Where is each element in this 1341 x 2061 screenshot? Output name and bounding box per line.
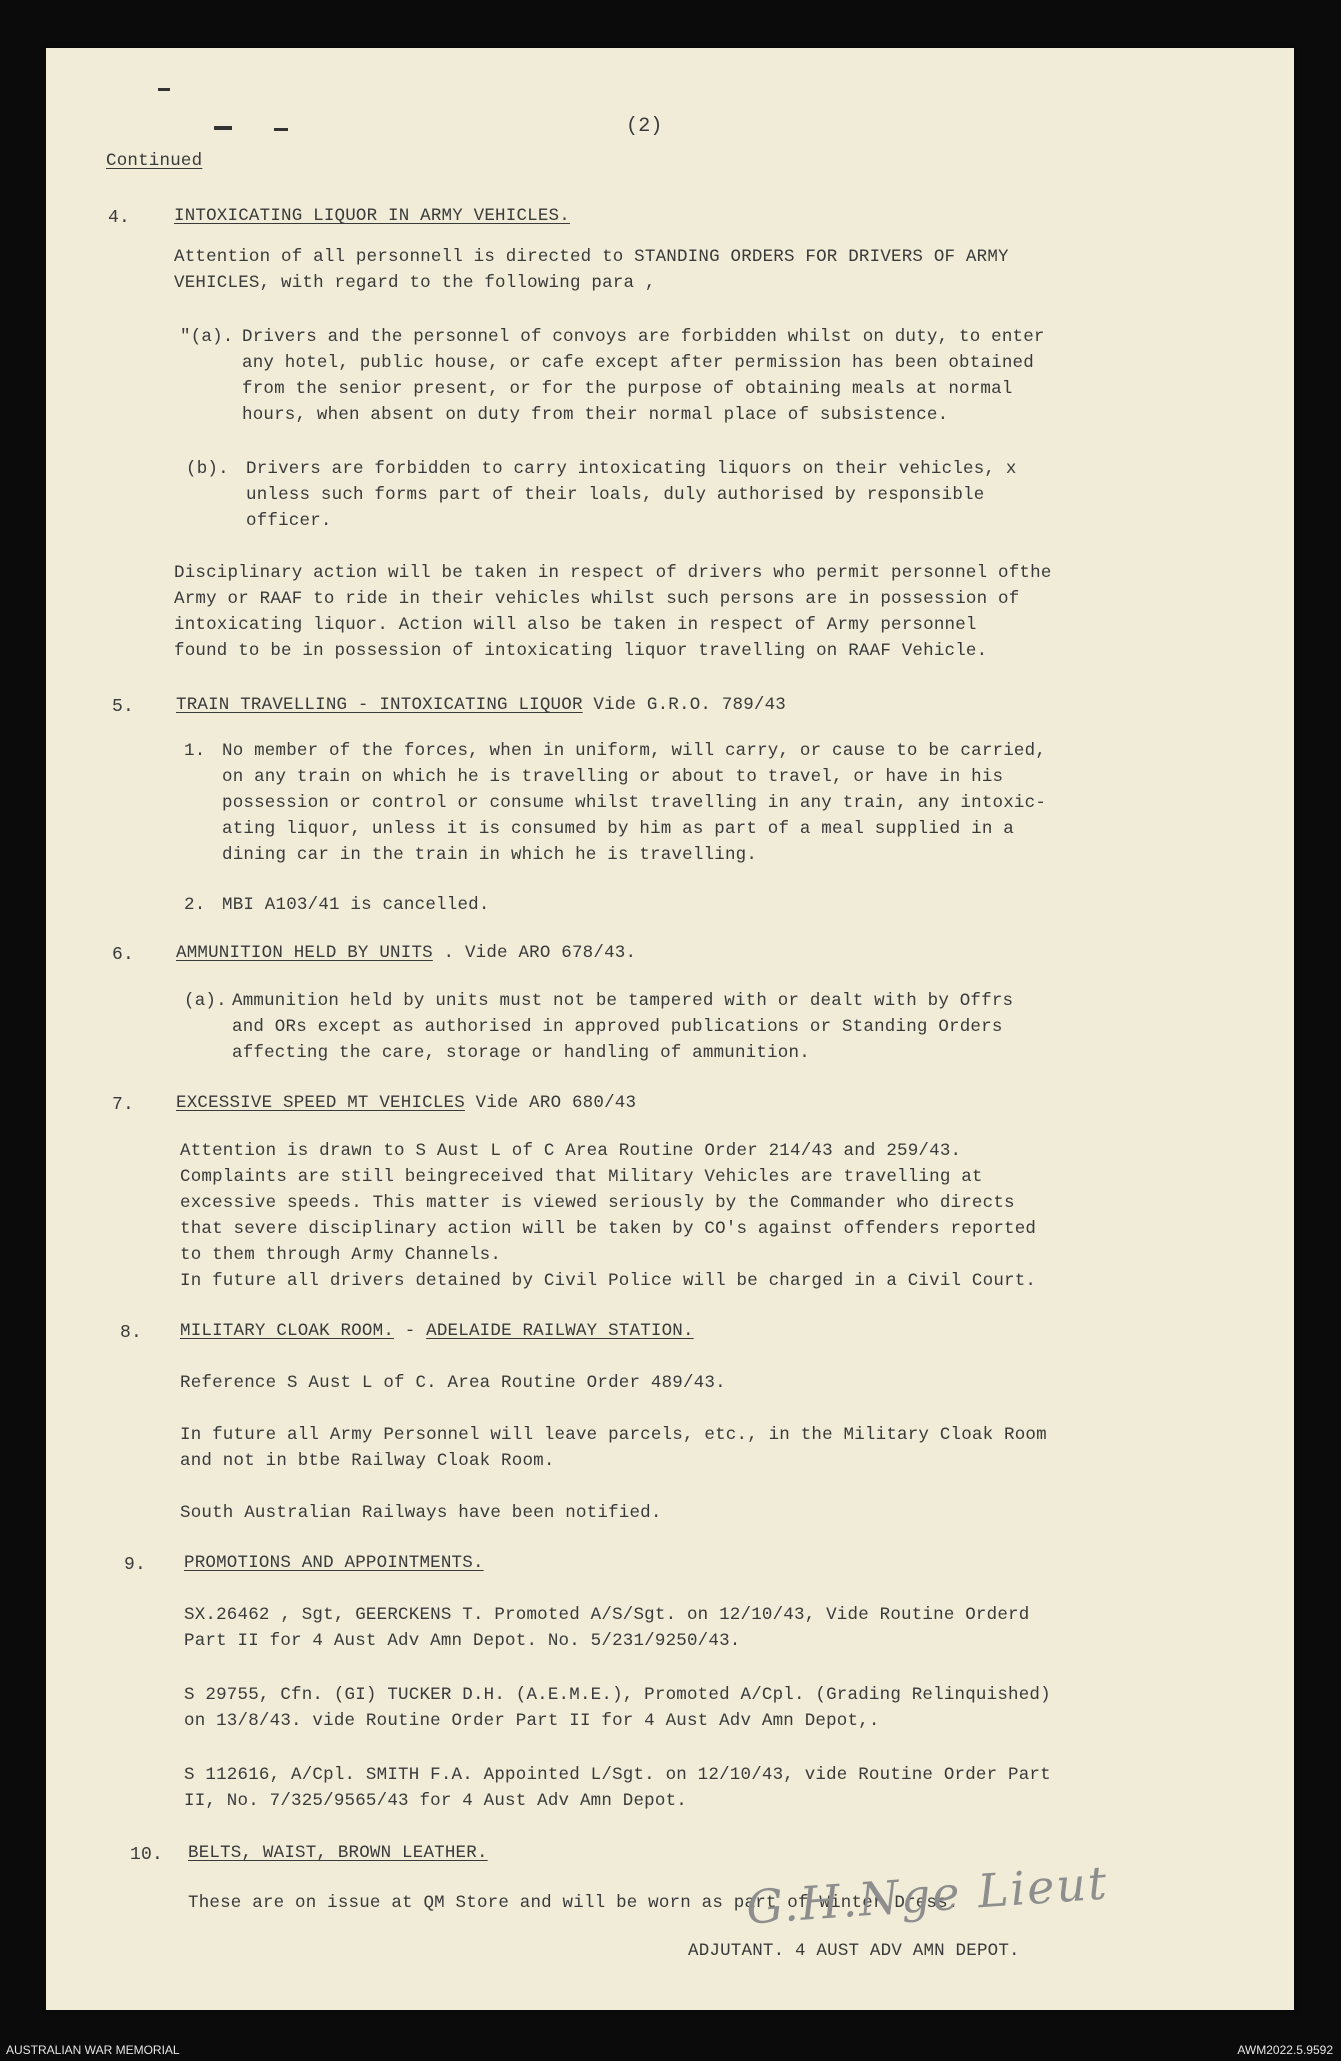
section-para-line: In future all Army Personnel will leave parcels, etc., in the Military Cloak Room xyxy=(180,1425,1047,1445)
item-line: and ORs except as authorised in approved publications or Standing Orders xyxy=(232,1017,1003,1037)
item-label: (b). xyxy=(186,459,229,479)
section-para-line: on 13/8/43. vide Routine Order Part II for 4 Aust Adv Amn Depot,. xyxy=(184,1711,880,1731)
footer-accession-number: AWM2022.5.9592 xyxy=(1237,2043,1333,2057)
section-para-line: S 29755, Cfn. (GI) TUCKER D.H. (A.E.M.E.), Promoted A/Cpl. (Grading Relinquished) xyxy=(184,1685,1051,1705)
section-outro-line: Disciplinary action will be taken in respect of drivers who permit personnel ofthe xyxy=(174,563,1052,583)
section-para-line: Part II for 4 Aust Adv Amn Depot. No. 5/231/9250/43. xyxy=(184,1631,741,1651)
item-line: No member of the forces, when in uniform, will carry, or cause to be carried, xyxy=(222,741,1047,761)
item-line: any hotel, public house, or cafe except after permission has been obtained xyxy=(242,353,1034,373)
section-body-line: excessive speeds. This matter is viewed seriously by the Commander who directs xyxy=(180,1193,1015,1213)
section-heading-row xyxy=(176,692,786,718)
section-body-line: to them through Army Channels. xyxy=(180,1245,502,1265)
section-heading: AMMUNITION HELD BY UNITS xyxy=(176,943,433,963)
section-reference: Vide G.R.O. 789/43 xyxy=(582,695,787,715)
section-outro-line: intoxicating liquor. Action will also be taken in respect of Army personnel xyxy=(174,615,977,635)
section-intro-line: Attention of all personnell is directed to STANDING ORDERS FOR DRIVERS OF ARMY xyxy=(174,247,1009,267)
ink-mark xyxy=(158,88,170,91)
section-heading-row xyxy=(180,1318,694,1344)
section-para-line: II, No. 7/325/9565/43 for 4 Aust Adv Amn Depot. xyxy=(184,1791,687,1811)
section-heading: INTOXICATING LIQUOR IN ARMY VEHICLES. xyxy=(174,206,570,226)
item-label: 1. xyxy=(184,741,206,761)
section-number: 8. xyxy=(120,1323,143,1343)
section-number: 6. xyxy=(112,945,135,965)
continued-label: Continued xyxy=(106,151,203,171)
section-reference: Vide ARO 680/43 xyxy=(464,1093,637,1113)
section-body-line: Complaints are still beingreceived that Military Vehicles are travelling at xyxy=(180,1167,983,1187)
section-para-line: S 112616, A/Cpl. SMITH F.A. Appointed L/Sgt. on 12/10/43, vide Routine Order Part xyxy=(184,1765,1051,1785)
item-line: Ammunition held by units must not be tampered with or dealt with by Offrs xyxy=(232,991,1014,1011)
section-para-line: SX.26462 , Sgt, GEERCKENS T. Promoted A/S/Sgt. on 12/10/43, Vide Routine Orderd xyxy=(184,1605,1030,1625)
section-intro-line: VEHICLES, with regard to the following para , xyxy=(174,273,656,293)
item-line: officer. xyxy=(246,511,332,531)
section-reference: . Vide ARO 678/43. xyxy=(432,943,637,963)
section-number: 7. xyxy=(112,1095,135,1115)
section-heading: PROMOTIONS AND APPOINTMENTS. xyxy=(184,1553,484,1573)
item-label: 2. xyxy=(184,895,206,915)
item-line: dining car in the train in which he is travelling. xyxy=(222,845,758,865)
section-heading: MILITARY CLOAK ROOM. xyxy=(180,1321,395,1341)
item-line: possession or control or consume whilst travelling in any train, any intoxic- xyxy=(222,793,1047,813)
item-line: hours, when absent on duty from their normal place of subsistence. xyxy=(242,405,949,425)
item-line: ating liquor, unless it is consumed by him as part of a meal supplied in a xyxy=(222,819,1014,839)
item-label: "(a). xyxy=(180,327,234,347)
section-body-line: In future all drivers detained by Civil Police will be charged in a Civil Court. xyxy=(180,1271,1037,1291)
signatory-title: ADJUTANT. 4 AUST ADV AMN DEPOT. xyxy=(688,1941,1020,1961)
item-label: (a). xyxy=(184,991,227,1011)
section-heading-separator: - xyxy=(394,1321,427,1341)
section-outro-line: found to be in possession of intoxicating liquor travelling on RAAF Vehicle. xyxy=(174,641,988,661)
section-body-line: Attention is drawn to S Aust L of C Area Routine Order 214/43 and 259/43. xyxy=(180,1141,962,1161)
item-line: unless such forms part of their loals, duly authorised by responsible xyxy=(246,485,985,505)
page-number: (2) xyxy=(626,115,663,138)
section-heading-secondary: ADELAIDE RAILWAY STATION. xyxy=(426,1321,694,1341)
section-heading: EXCESSIVE SPEED MT VEHICLES xyxy=(176,1093,465,1113)
section-body-line: These are on issue at QM Store and will be worn as part of Winter Dress. xyxy=(188,1893,959,1913)
item-line: Drivers are forbidden to carry intoxicating liquors on their vehicles, x xyxy=(246,459,1017,479)
item-line: MBI A103/41 is cancelled. xyxy=(222,895,490,915)
ink-mark xyxy=(214,126,232,130)
section-heading: BELTS, WAIST, BROWN LEATHER. xyxy=(188,1843,488,1863)
section-number: 4. xyxy=(108,208,131,228)
section-heading-row xyxy=(176,1090,636,1116)
section-para-line: South Australian Railways have been notified. xyxy=(180,1503,662,1523)
handwritten-signature: G.H.Nge Lieut xyxy=(744,1855,1111,1935)
item-line: Drivers and the personnel of convoys are forbidden whilst on duty, to enter xyxy=(242,327,1045,347)
section-number: 9. xyxy=(124,1555,147,1575)
item-line: affecting the care, storage or handling of ammunition. xyxy=(232,1043,810,1063)
document-page xyxy=(46,48,1294,2010)
section-heading: TRAIN TRAVELLING - INTOXICATING LIQUOR xyxy=(176,695,583,715)
section-number: 10. xyxy=(130,1845,164,1865)
section-heading-row xyxy=(176,940,636,966)
section-para-line: Reference S Aust L of C. Area Routine Order 489/43. xyxy=(180,1373,726,1393)
section-number: 5. xyxy=(112,697,135,717)
item-line: from the senior present, or for the purpose of obtaining meals at normal xyxy=(242,379,1013,399)
item-line: on any train on which he is travelling or about to travel, or have in his xyxy=(222,767,1004,787)
section-para-line: and not in btbe Railway Cloak Room. xyxy=(180,1451,555,1471)
ink-mark xyxy=(274,128,288,131)
section-body-line: that severe disciplinary action will be taken by CO's against offenders reported xyxy=(180,1219,1037,1239)
section-outro-line: Army or RAAF to ride in their vehicles whilst such persons are in possession of xyxy=(174,589,1020,609)
footer-institution: AUSTRALIAN WAR MEMORIAL xyxy=(6,2043,180,2057)
